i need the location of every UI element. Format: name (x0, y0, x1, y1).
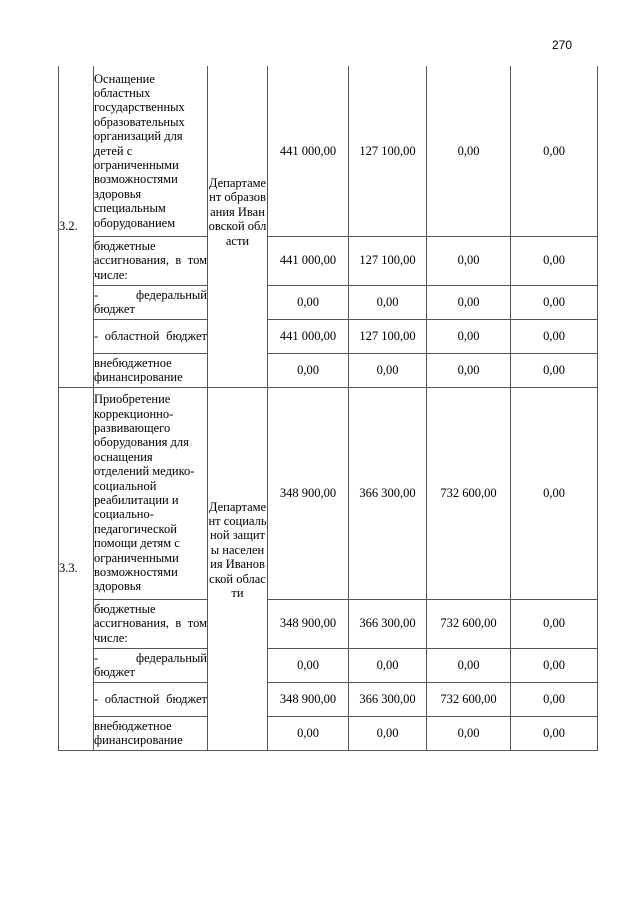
responsible-department: Департамент социальной защиты населения Ивановской области (208, 387, 268, 750)
amount-cell: 732 600,00 (427, 682, 511, 716)
amount-cell: 0,00 (268, 285, 349, 319)
amount-cell: 0,00 (427, 353, 511, 387)
page-number: 270 (552, 38, 573, 52)
amount-cell: 0,00 (511, 236, 598, 285)
row-label: - областной бюджет (94, 319, 208, 353)
row-label: бюджетные ассигнования, в том числе: (94, 236, 208, 285)
amount-cell: 127 100,00 (349, 236, 427, 285)
amount-cell: 441 000,00 (268, 319, 349, 353)
amount-cell: 0,00 (511, 599, 598, 648)
amount-cell: 732 600,00 (427, 387, 511, 599)
row-label: - федеральный бюджет (94, 285, 208, 319)
amount-cell: 366 300,00 (349, 599, 427, 648)
amount-cell: 0,00 (427, 716, 511, 750)
amount-cell: 0,00 (511, 353, 598, 387)
amount-cell: 0,00 (427, 66, 511, 236)
amount-cell: 0,00 (268, 648, 349, 682)
table-row (59, 682, 598, 716)
table-row (59, 236, 598, 285)
table-row (59, 648, 598, 682)
amount-cell: 348 900,00 (268, 387, 349, 599)
row-label: внебюджетное финансирование (94, 716, 208, 750)
amount-cell: 0,00 (349, 648, 427, 682)
amount-cell: 0,00 (511, 66, 598, 236)
table-row (59, 353, 598, 387)
responsible-department: Департамент образования Ивановской области (208, 66, 268, 387)
amount-cell: 0,00 (511, 682, 598, 716)
row-label: внебюджетное финансирование (94, 353, 208, 387)
amount-cell: 441 000,00 (268, 236, 349, 285)
amount-cell: 0,00 (511, 387, 598, 599)
table-row (59, 716, 598, 750)
amount-cell: 366 300,00 (349, 387, 427, 599)
table-row (59, 66, 598, 236)
amount-cell: 348 900,00 (268, 682, 349, 716)
amount-cell: 0,00 (349, 716, 427, 750)
section-code: 3.2. (59, 66, 94, 387)
table-row (59, 319, 598, 353)
amount-cell: 441 000,00 (268, 66, 349, 236)
amount-cell: 0,00 (427, 319, 511, 353)
table-row (59, 285, 598, 319)
amount-cell: 0,00 (268, 353, 349, 387)
amount-cell: 0,00 (511, 716, 598, 750)
amount-cell: 0,00 (511, 648, 598, 682)
amount-cell: 0,00 (427, 648, 511, 682)
row-label: - областной бюджет (94, 682, 208, 716)
amount-cell: 127 100,00 (349, 66, 427, 236)
amount-cell: 732 600,00 (427, 599, 511, 648)
table-row (59, 599, 598, 648)
amount-cell: 0,00 (427, 236, 511, 285)
row-label: бюджетные ассигнования, в том числе: (94, 599, 208, 648)
amount-cell: 348 900,00 (268, 599, 349, 648)
amount-cell: 127 100,00 (349, 319, 427, 353)
table-row (59, 387, 598, 599)
amount-cell: 0,00 (268, 716, 349, 750)
amount-cell: 366 300,00 (349, 682, 427, 716)
budget-table (58, 66, 598, 751)
amount-cell: 0,00 (349, 353, 427, 387)
section-code: 3.3. (59, 387, 94, 750)
amount-cell: 0,00 (511, 319, 598, 353)
measure-description: Приобретение коррекционно-развивающего оборудования для оснащения отделений медико-социальной реабилитации и социально-педагогической помощи детям с ограниченными возможностями здоровья (94, 387, 208, 599)
amount-cell: 0,00 (349, 285, 427, 319)
measure-description: Оснащение областных государственных образовательных организаций для детей с ограниченными возможностями здоровья специальным оборудованием (94, 66, 208, 236)
amount-cell: 0,00 (427, 285, 511, 319)
amount-cell: 0,00 (511, 285, 598, 319)
row-label: - федеральный бюджет (94, 648, 208, 682)
